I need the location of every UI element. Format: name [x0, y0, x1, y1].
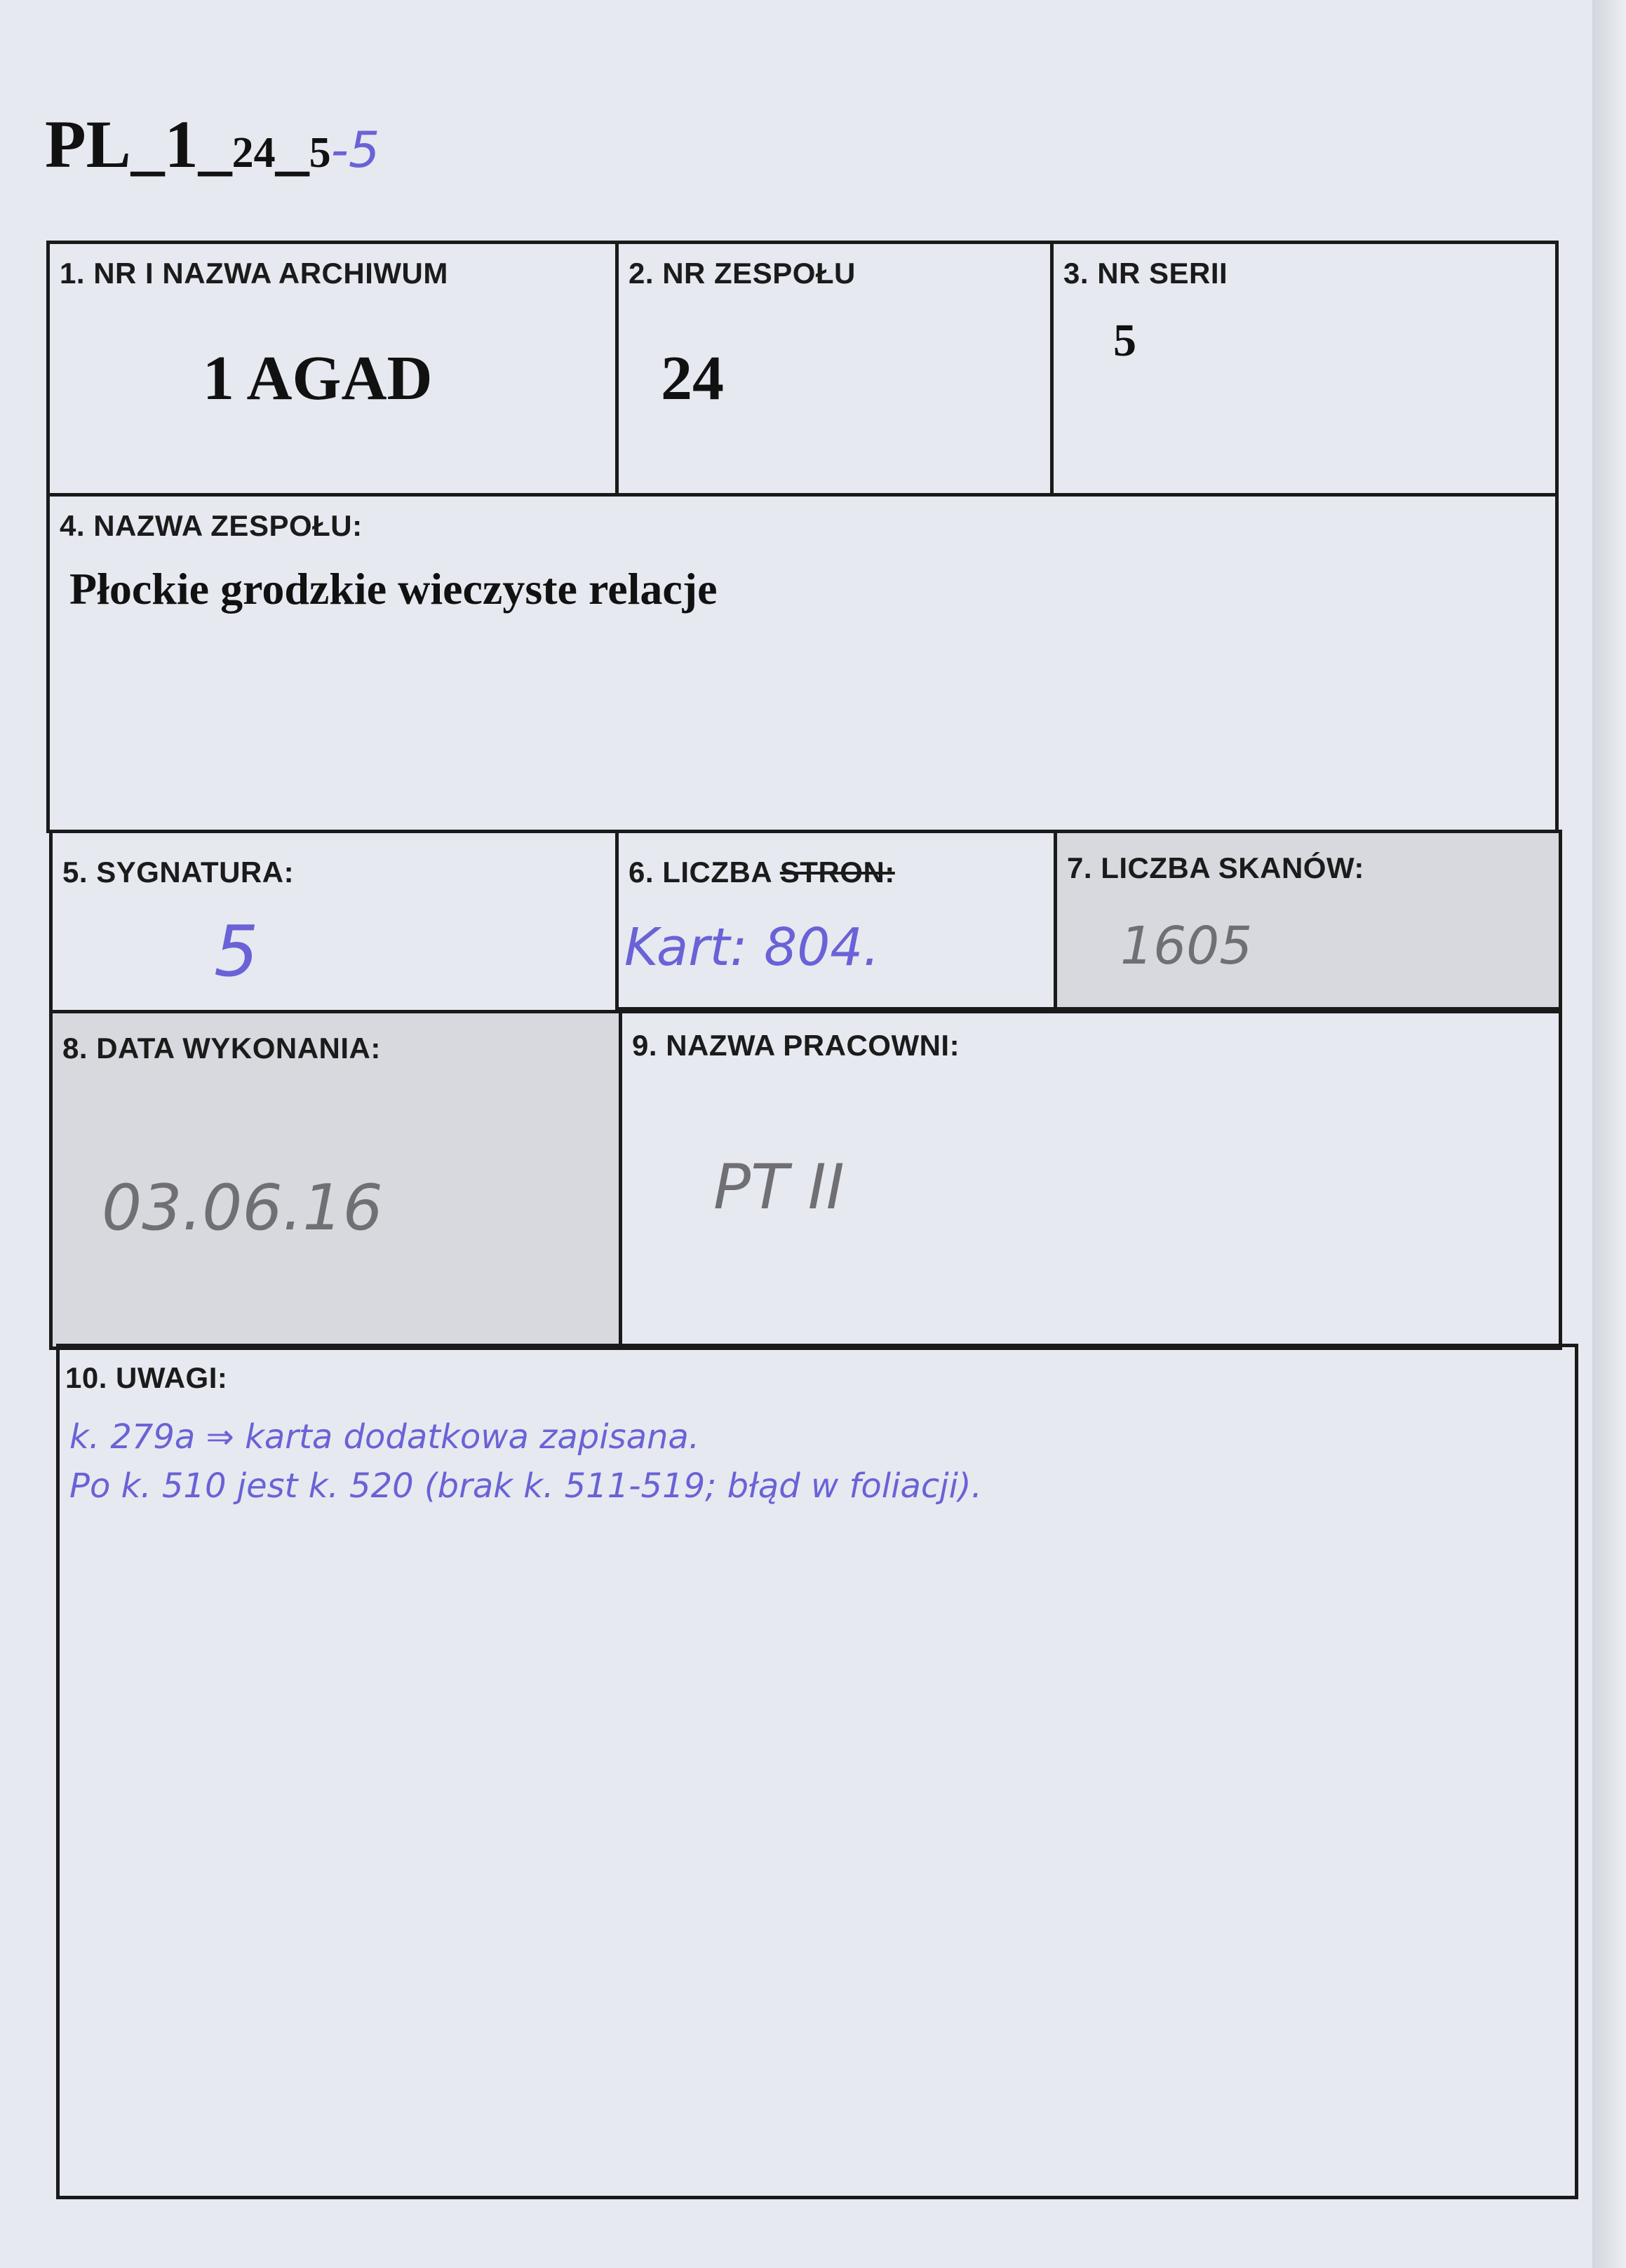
remarks-line-1: k. 279a ⇒ karta dodatkowa zapisana.: [69, 1417, 700, 1457]
page-count-value: Kart: 804.: [624, 917, 880, 978]
cell-archive: [46, 241, 619, 497]
doc-id-handwritten-suffix: -5: [330, 121, 380, 179]
doc-id-prefix: PL_1_: [45, 107, 232, 182]
page-count-label-struck: STRON:: [779, 856, 895, 889]
scan-count-value: 1605: [1120, 916, 1253, 976]
doc-id-series: 5: [309, 129, 331, 177]
doc-id-separator: _: [275, 107, 309, 182]
scan-count-label: 7. LICZBA SKANÓW:: [1067, 851, 1364, 884]
remarks-label: 10. UWAGI:: [65, 1361, 228, 1394]
fond-number-label: 2. NR ZESPOŁU: [629, 257, 856, 290]
doc-id-fond: 24: [231, 129, 276, 177]
cell-fond-name: [46, 493, 1559, 833]
document-id: [45, 105, 379, 183]
cell-workshop: [619, 1007, 1562, 1350]
date-value: 03.06.16: [102, 1171, 383, 1245]
fond-name-value: Płockie grodzkie wieczyste relacje: [69, 564, 718, 614]
workshop-label: 9. NAZWA PRACOWNI:: [632, 1029, 960, 1062]
page-count-label: [629, 856, 895, 889]
remarks-line-2: Po k. 510 jest k. 520 (brak k. 511-519; błąd w foliacji).: [69, 1466, 982, 1506]
series-number-label: 3. NR SERII: [1063, 257, 1228, 290]
cell-signature: [49, 830, 619, 1013]
paper-edge: [1592, 0, 1626, 2268]
cell-series-number: [1050, 241, 1559, 497]
archive-label: 1. NR I NAZWA ARCHIWUM: [60, 257, 448, 290]
signature-value: 5: [214, 910, 259, 992]
series-number-value: 5: [1113, 315, 1136, 366]
fond-number-value: 24: [661, 344, 724, 413]
cell-scan-count: [1054, 830, 1562, 1013]
page-count-label-prefix: 6. LICZBA: [629, 856, 780, 889]
cell-fond-number: [615, 241, 1054, 497]
cell-page-count: [615, 830, 1057, 1013]
date-label: 8. DATA WYKONANIA:: [62, 1032, 381, 1065]
cell-date: [49, 1010, 622, 1350]
signature-label: 5. SYGNATURA:: [62, 856, 295, 889]
archive-value: 1 AGAD: [203, 344, 433, 413]
fond-name-label: 4. NAZWA ZESPOŁU:: [60, 509, 363, 542]
cell-remarks: [56, 1344, 1578, 2199]
workshop-value: PT II: [713, 1151, 845, 1223]
